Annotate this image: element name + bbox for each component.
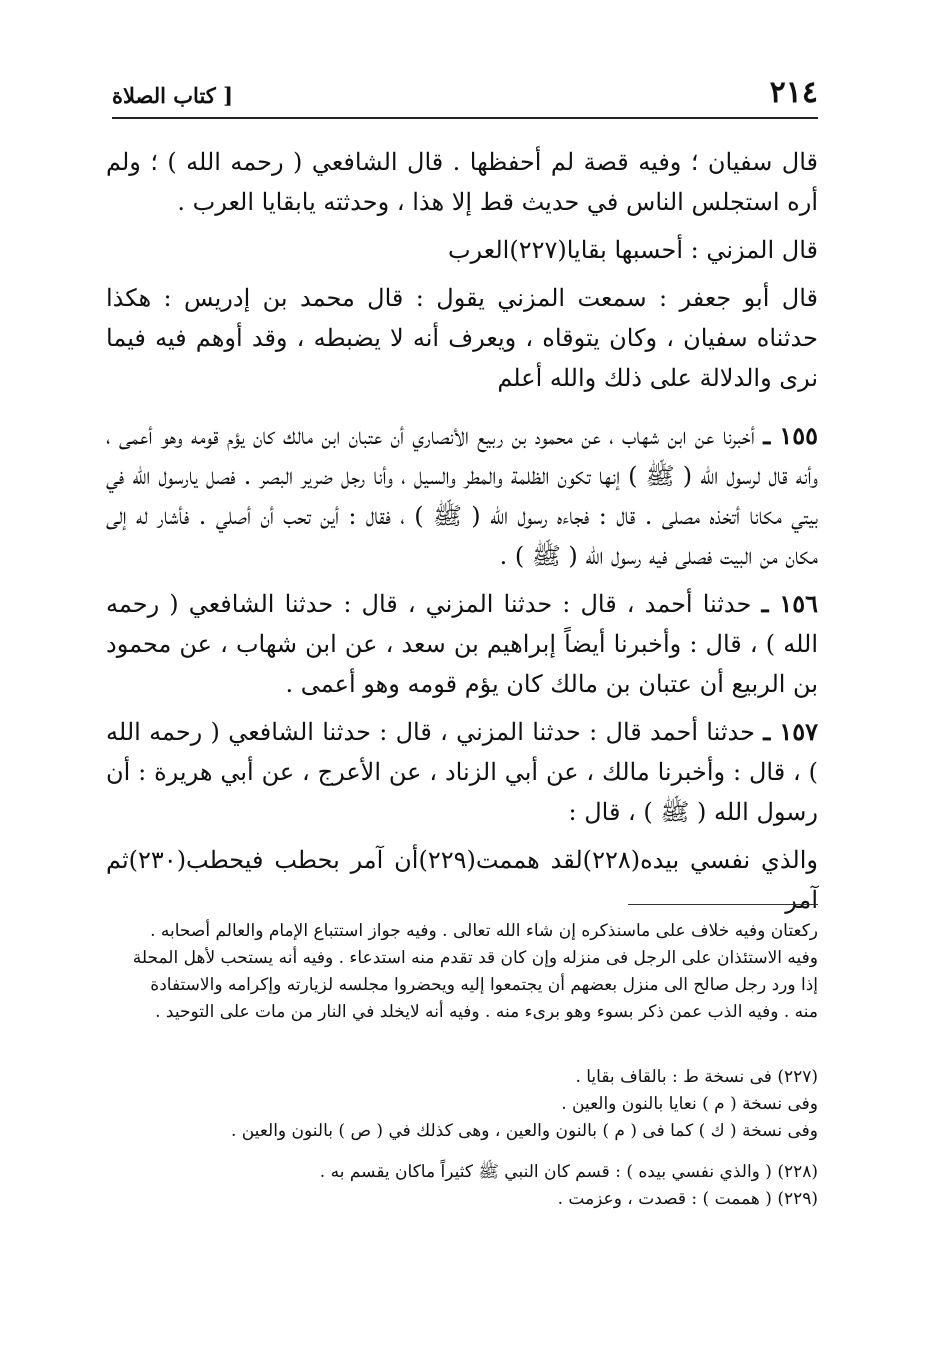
page-number: ٢١٤ bbox=[769, 75, 818, 110]
closing-line: والذي نفسي بيده(٢٢٨)لقد هممت(٢٢٩)أن آمر بحطب فيحطب(٢٣٠)ثم آمر bbox=[106, 846, 819, 914]
hadith-157 bbox=[106, 712, 818, 832]
commentary-line: وفيه الاستئذان على الرجل فى منزله وإن كان قد تقدم منه استدعاء . وفيه أنه يستحب لأهل المحلة bbox=[132, 948, 818, 968]
footnotes-228-229 bbox=[106, 1159, 818, 1213]
hadith-number: ١٥٦ ـ bbox=[761, 589, 818, 618]
header-rule bbox=[112, 117, 818, 119]
hadith-number: ١٥٧ ـ bbox=[763, 717, 818, 746]
footnote-228: (٢٢٨) ( والذي نفسي بيده ) : قسم كان النبي ﷺ كثيراً ماكان يقسم به . bbox=[319, 1162, 818, 1182]
footnote-line: وفى نسخة ( م ) نعايا بالنون والعين . bbox=[561, 1094, 818, 1114]
commentary bbox=[106, 918, 818, 1026]
hadith-number: ١٥٥ ـ bbox=[763, 421, 818, 450]
commentary-line: إذا ورد رجل صالح الى منزل بعضهم أن يجتمعوا إليه ويحضروا مجلسه لزيارته وإكرامه والاستفادة bbox=[150, 975, 818, 995]
hadith-156 bbox=[106, 584, 818, 704]
running-title: [ كتاب الصلاة bbox=[112, 83, 234, 108]
footnotes bbox=[106, 1064, 818, 1227]
hadith-text: أخبرنا عن ابن شهاب ، عن محمود بن ربيع الأنصاري أن عتبان ابن مالك كان يؤم قومه وهو أعمى ، وأنه قال لرسول الله ( ﷺ ) إنها تكون الظلمة والمطر والسيل ، وأنا رجل ضرير البصر . فصل يارسول الله في بيتي مكانا أتخذه مصلى . قال : فجاءه رسول الله ( ﷺ ) ، فقال : أين تحب أن أصلي . فأشار له إلى مكان من البيت فصلى فيه رسول الله ( ﷺ ) . bbox=[106, 422, 818, 570]
hadith-155 bbox=[106, 416, 818, 576]
footnote-line: (٢٢٧) فى نسخة ط : بالقاف بقايا . bbox=[575, 1067, 818, 1087]
paragraph-sufyan: قال سفيان ؛ وفيه قصة لم أحفظها . قال الشافعي ( رحمه الله ) ؛ ولم أره استجلس الناس في حديث قط إلا هذا ، وحدثته يابقايا العرب . bbox=[106, 148, 818, 216]
hadith-text: حدثنا أحمد قال : حدثنا المزني ، قال : حدثنا الشافعي ( رحمه الله ) ، قال : وأخبرنا مالك ، عن أبي الزناد ، عن الأعرج ، عن أبي هريرة : أن رسول الله ( ﷺ ) ، قال : bbox=[106, 718, 818, 826]
paragraph-abu-jafar: قال أبو جعفر : سمعت المزني يقول : قال محمد بن إدريس : هكذا حدثناه سفيان ، وكان يتوقاه ، ويعرف أنه لا يضبطه ، وقد أوهم فيه فيما نرى والدلالة على ذلك والله أعلم bbox=[106, 284, 818, 392]
paragraph-muzani: قال المزني : أحسبها بقايا(٢٢٧)العرب bbox=[447, 236, 818, 264]
footnote-rule bbox=[628, 904, 818, 905]
commentary-line: ركعتان وفيه خلاف على ماسنذكره إن شاء الله تعالى . وفيه جواز استتباع الإمام والعالم أصحابه . bbox=[150, 921, 818, 941]
hadith-text: حدثنا أحمد ، قال : حدثنا المزني ، قال : حدثنا الشافعي ( رحمه الله ) ، قال : وأخبرنا أيضاً إبراهيم بن سعد ، عن ابن شهاب ، عن محمود بن الربيع أن عتبان بن مالك كان يؤم قومه وهو أعمى . bbox=[106, 590, 818, 698]
footnote-229: (٢٢٩) ( هممت ) : قصدت ، وعزمت . bbox=[557, 1189, 818, 1209]
footnote-227 bbox=[106, 1064, 818, 1145]
footnote-line: وفى نسخة ( ك ) كما فى ( م ) بالنون والعين ، وهى كذلك في ( ص ) بالنون والعين . bbox=[230, 1121, 818, 1141]
page-header bbox=[112, 68, 818, 108]
main-text bbox=[106, 142, 818, 928]
commentary-line: منه . وفيه الذب عمن ذكر بسوء وهو برىء منه . وفيه أنه لايخلد في النار من مات على التوحيد . bbox=[155, 1002, 818, 1022]
